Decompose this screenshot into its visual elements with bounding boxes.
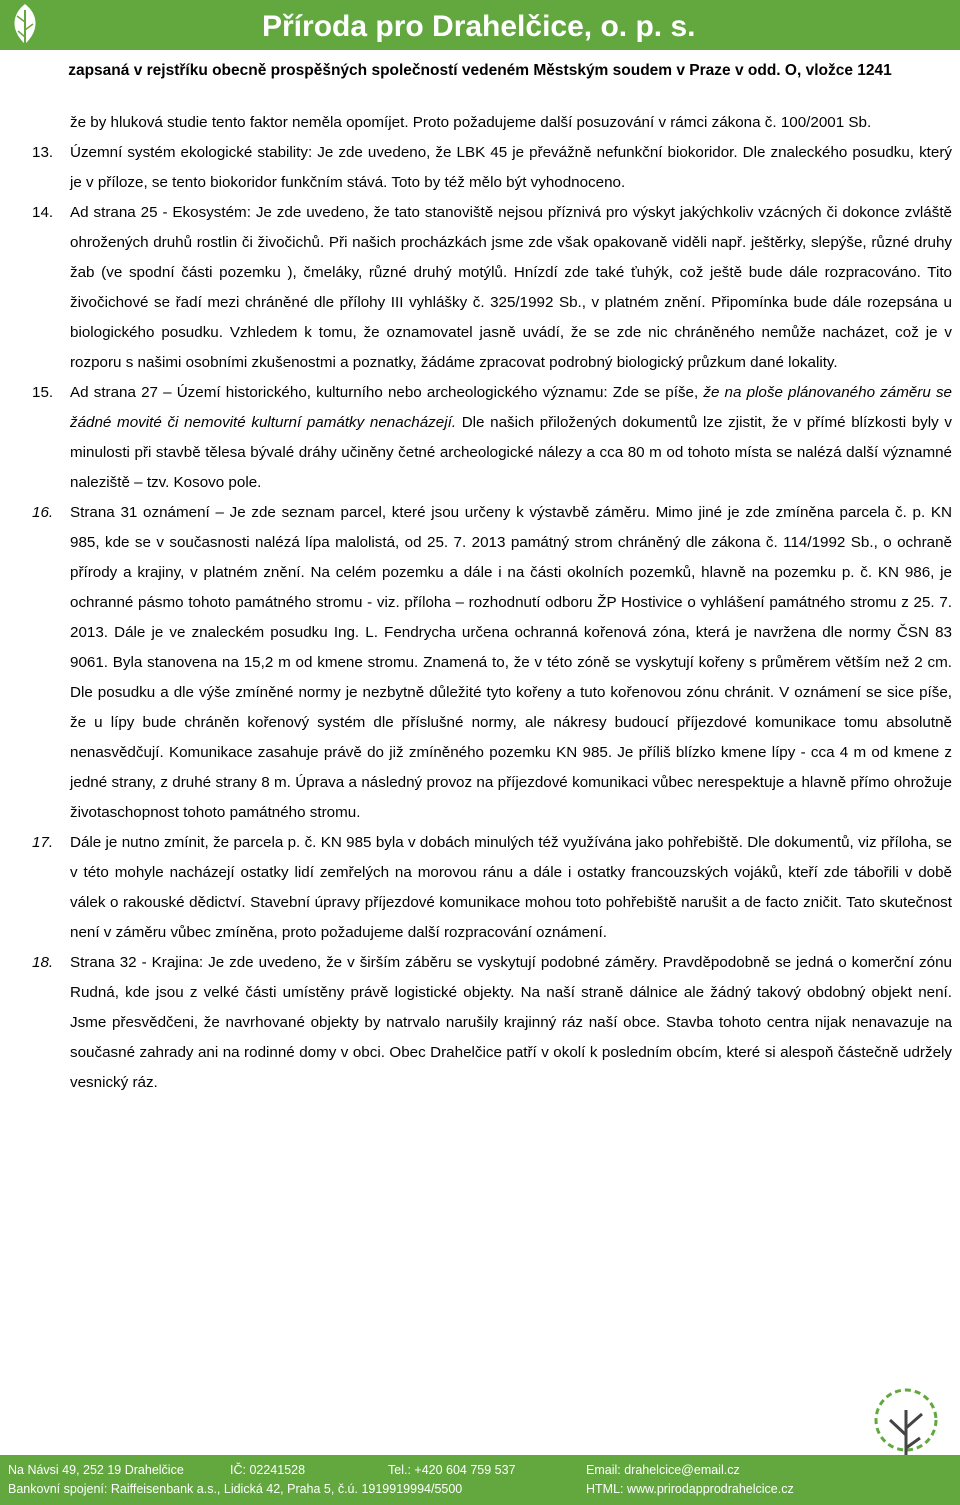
- continuation-paragraph: že by hluková studie tento faktor neměla opomíjet. Proto požadujeme další posuzování v rámci zákona č. 100/2001 Sb.: [70, 114, 872, 131]
- footer-phone: Tel.: +420 604 759 537: [388, 1463, 516, 1477]
- item-number: 15.: [32, 384, 54, 401]
- numbered-list: [32, 138, 952, 1098]
- footer-ic: IČ: 02241528: [230, 1463, 306, 1477]
- item-text: Dále je nutno zmínit, že parcela p. č. KN 985 byla v dobách minulých též využívána jako pohřebiště. Dle dokumentů, viz příloha, se v této mohyle nacházejí ostatky lidí zemřelých na morovou ránu a dále i ostatky francouzských vojáků, kteří zde tábořili v době válek o rakouské dědictví. Stavební úpravy příjezdové komunikace mohou toto pohřebiště narušit a de facto zničit. Tato skutečnost není v záměru vůbec zmíněna, proto požadujeme další rozpracování oznámení.: [70, 834, 952, 941]
- list-item: [32, 828, 952, 948]
- list-item: [32, 948, 952, 1098]
- quoted-italic-text: že na ploše plánovaného záměru se žádné movité či nemovité kulturní památky nenacházejí.: [70, 384, 952, 431]
- item-text: Územní systém ekologické stability: Je zde uvedeno, že LBK 45 je převážně nefunkční biokoridor. Dle znaleckého posudku, který je v příloze, se tento biokoridor funkčním stává. Toto by též mělo být vyhodnoceno.: [70, 144, 952, 191]
- item-number: 16.: [32, 504, 54, 521]
- item-text-start: Ad strana 27 – Území historického, kulturního nebo archeologického významu: Zde se píše,: [70, 384, 704, 401]
- footer-email[interactable]: Email: drahelcice@email.cz: [586, 1463, 740, 1477]
- list-item: [32, 138, 952, 198]
- org-name: Příroda pro Drahelčice, o. p. s.: [262, 10, 696, 43]
- footer-bank: Bankovní spojení: Raiffeisenbank a.s., Lidická 42, Praha 5, č.ú. 1919919994/5500: [8, 1482, 463, 1496]
- leaf-logo-icon: [2, 0, 48, 50]
- list-item: [32, 198, 952, 378]
- footer-address: Na Návsi 49, 252 19 Drahelčice: [8, 1463, 184, 1477]
- footer-bar: [0, 1455, 960, 1505]
- list-item: [32, 498, 952, 828]
- item-text: [70, 378, 952, 498]
- item-number: 13.: [32, 144, 54, 161]
- item-text: Strana 32 - Krajina: Je zde uvedeno, že v širším záběru se vyskytují podobné záměry. Pravděpodobně se jedná o komerční zónu Rudná, kde jsou z velké části umístěny právě logistické objekty. Na naší straně dálnice ale žádný takový obdobný objekt není. Jsme přesvědčeni, že navrhované objekty by natrvalo narušily krajinný ráz naší obce. Stavba tohoto centra nijak nenavazuje na současné zahrady ani na rodinné domy v obci. Obec Drahelčice patří v okolí k posledním obcím, které si alespoň částečně udržely vesnický ráz.: [70, 954, 952, 1091]
- item-text: Ad strana 25 - Ekosystém: Je zde uvedeno, že tato stanoviště nejsou příznivá pro výskyt jakýchkoliv vzácných či dokonce zvláště ohrožených druhů rostlin či živočichů. Při našich procházkách jsme zde však opakovaně viděli např. ještěrky, slepýše, různé druhy žab (ve spodní části pozemku ), čmeláky, různé druhý motýlů. Hnízdí zde také ťuhýk, což ještě bude dále rozpracováno. Tito živočichové se řadí mezi chráněné dle přílohy III vyhlášky č. 325/1992 Sb., v platném znění. Připomínka bude dále rozepsána u biologického posudku. Vzhledem k tomu, že oznamovatel jasně uvádí, že se zde nic chráněného nemůže nacházet, což je v rozporu s našimi osobními zkušenostmi a poznatky, žádáme zpracovat podrobný biologický průzkum dané lokality.: [70, 204, 952, 371]
- document-body: [32, 108, 952, 1098]
- item-number: 18.: [32, 954, 54, 971]
- letterhead: [0, 0, 960, 100]
- registry-line: zapsaná v rejstříku obecně prospěšných společností vedeném Městským soudem v Praze v odd. O, vložce 1241: [68, 62, 892, 79]
- list-item: [32, 378, 952, 498]
- item-text-end: Dle našich přiložených dokumentů lze zjistit, že v přímé blízkosti byly v minulosti při stavbě tělesa bývalé dráhy učiněny četné archeologické nálezy a cca 80 m od tohoto místa se nalézá další významné naleziště – tzv. Kosovo pole.: [70, 414, 953, 491]
- footer-web[interactable]: HTML: www.prirodapprodrahelcice.cz: [586, 1482, 794, 1496]
- item-number: 17.: [32, 834, 54, 851]
- item-number: 14.: [32, 204, 54, 221]
- item-text: Strana 31 oznámení – Je zde seznam parcel, které jsou určeny k výstavbě záměru. Mimo jiné je zde zmíněna parcela č. p. KN 985, kde se v současnosti nalézá lípa malolistá, od 25. 7. 2013 památný strom chráněný dle zákona č. 114/1992 Sb., o ochraně přírody a krajiny, v platném znění. Na celém pozemku a dále i na části okolních pozemků, hlavně na pozemku p. č. KN 986, je ochranné pásmo tohoto památného stromu - viz. příloha – rozhodnutí odboru ŽP Hostivice o vyhlášení památného stromu z 25. 7. 2013. Dále je ve znaleckém posudku Ing. L. Fendrycha určena ochranná kořenová zóna, která je navržena dle normy ČSN 83 9061. Byla stanovena na 15,2 m od kmene stromu. Znamená to, že v této zóně se vyskytují kořeny s průměrem větším než 2 cm. Dle posudku a dle výše zmíněné normy je nezbytně důležité tyto kořeny a tuto kořenovou zónu chránit. V oznámení se sice píše, že u lípy bude chráněn kořenový systém dle příslušné normy, ale nákresy budoucí příjezdové komunikace tomu absolutně nenasvědčují. Komunikace zasahuje právě do již zmíněného pozemku KN 985. Je příliš blízko kmene lípy - cca 4 m od kmene z jedné strany, z druhé strany 8 m. Úprava a následný provoz na příjezdové komunikaci vůbec nerespektuje a hlavně přímo ohrožuje životaschopnost tohoto památného stromu.: [70, 504, 952, 821]
